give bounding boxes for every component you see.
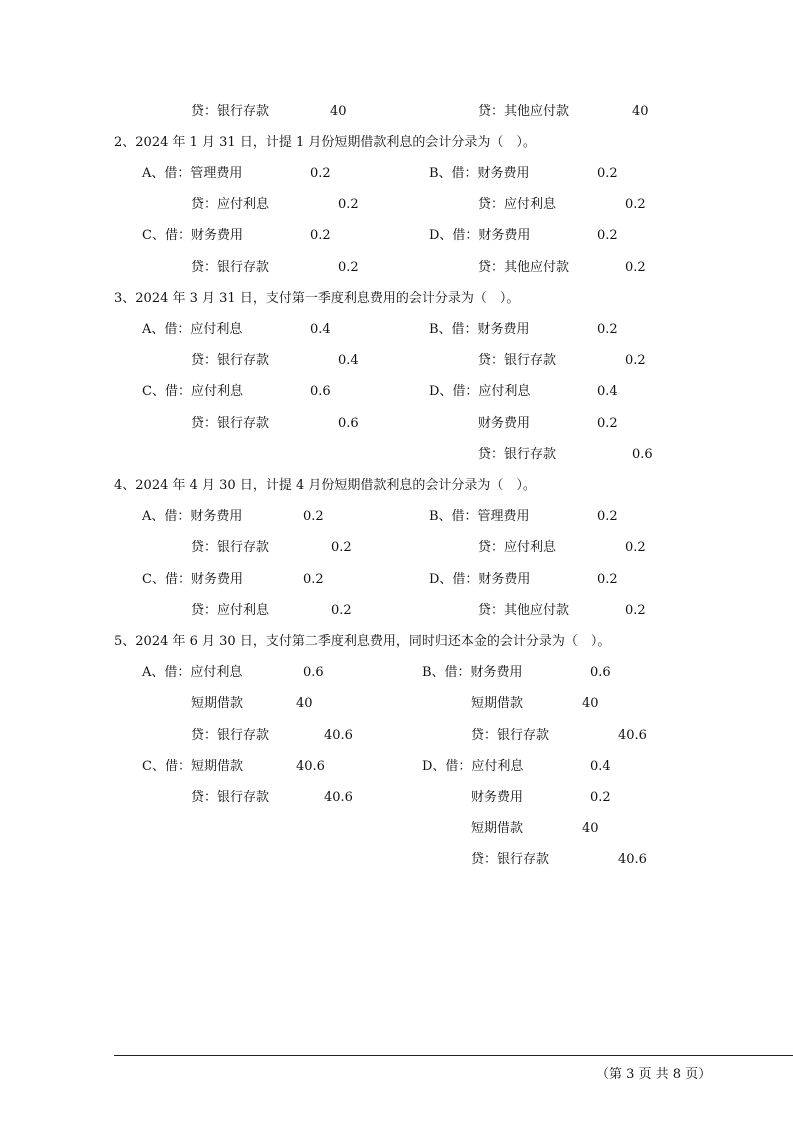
text-line: 0.2 [625,540,646,555]
text-line: D、借：应付利息 [422,759,524,774]
text-line: B、借：管理费用 [429,509,530,524]
text-line: 0.4 [338,353,359,368]
text-line: 贷：银行存款 [471,852,550,867]
text-line: 0.2 [310,228,331,243]
text-line: C、借：应付利息 [142,384,243,399]
text-line: 40.6 [324,790,353,805]
text-line: 40 [582,696,599,711]
text-line: 贷：银行存款 [191,416,270,431]
text-line: 贷：银行存款 [478,353,557,368]
text-line: 0.2 [597,166,618,181]
text-line: 贷：银行存款 [471,728,550,743]
text-line: 40.6 [618,728,647,743]
text-line: 40 [582,821,599,836]
text-line: D、借：财务费用 [429,572,531,587]
text-line: 贷：银行存款 [191,353,270,368]
text-line: 40 [330,104,347,119]
text-line: B、借：财务费用 [429,166,530,181]
text-line: 贷：其他应付款 [478,260,570,275]
text-line: 0.6 [590,665,611,680]
text-line: 0.2 [625,603,646,618]
text-line: 0.4 [597,384,618,399]
text-line: 0.4 [310,322,331,337]
text-line: 0.2 [331,540,352,555]
text-line: 40 [632,104,649,119]
text-line: 贷：应付利息 [478,197,557,212]
text-line: 贷：其他应付款 [478,603,570,618]
text-line: 0.6 [310,384,331,399]
text-line: 0.2 [303,572,324,587]
text-line: 财务费用 [471,790,524,805]
footer-divider [114,1055,793,1056]
page-number: （第 3 页 共 8 页） [596,1067,712,1082]
text-line: 0.2 [310,166,331,181]
text-line: 0.2 [331,603,352,618]
text-line: 0.2 [338,197,359,212]
text-line: 2、2024 年 1 月 31 日，计提 1 月份短期借款利息的会计分录为（ ）。 [114,135,536,150]
text-line: 贷：其他应付款 [478,104,570,119]
text-line: C、借：短期借款 [142,759,243,774]
text-line: 贷：应付利息 [191,197,270,212]
text-line: 贷：银行存款 [191,728,270,743]
text-line: 40 [296,696,313,711]
text-line: 4、2024 年 4 月 30 日，计提 4 月份短期借款利息的会计分录为（ ）。 [114,478,536,493]
text-line: 短期借款 [471,821,524,836]
text-line: 0.4 [590,759,611,774]
text-line: 40.6 [324,728,353,743]
text-line: A、借：应付利息 [142,322,243,337]
text-line: 贷：银行存款 [191,104,270,119]
text-line: D、借：应付利息 [429,384,531,399]
text-line: B、借：财务费用 [422,665,523,680]
text-line: C、借：财务费用 [142,572,243,587]
text-line: 贷：银行存款 [478,447,557,462]
text-line: 贷：银行存款 [191,790,270,805]
text-line: A、借：应付利息 [142,665,243,680]
text-line: 0.2 [597,228,618,243]
text-line: C、借：财务费用 [142,228,243,243]
text-line: 贷：银行存款 [191,260,270,275]
text-line: 0.2 [625,197,646,212]
text-line: 0.2 [597,509,618,524]
text-line: A、借：财务费用 [142,509,243,524]
text-line: 0.2 [625,353,646,368]
text-line: 0.2 [338,260,359,275]
text-line: 0.2 [625,260,646,275]
text-line: 0.2 [303,509,324,524]
text-line: B、借：财务费用 [429,322,530,337]
text-line: 3、2024 年 3 月 31 日，支付第一季度利息费用的会计分录为（ ）。 [114,291,520,306]
text-line: 财务费用 [478,416,531,431]
text-line: 40.6 [296,759,325,774]
text-line: 0.2 [597,322,618,337]
text-line: 贷：应付利息 [478,540,557,555]
text-line: 40.6 [618,852,647,867]
text-line: 短期借款 [191,696,244,711]
text-line: D、借：财务费用 [429,228,531,243]
text-line: 0.2 [590,790,611,805]
text-line: 贷：应付利息 [191,603,270,618]
text-line: 0.6 [632,447,653,462]
text-line: 0.6 [303,665,324,680]
text-line: A、借：管理费用 [142,166,243,181]
text-line: 贷：银行存款 [191,540,270,555]
text-line: 0.2 [597,416,618,431]
text-line: 0.2 [597,572,618,587]
text-line: 0.6 [338,416,359,431]
text-line: 5、2024 年 6 月 30 日，支付第二季度利息费用，同时归还本金的会计分录为（ ）。 [114,634,611,649]
text-line: 短期借款 [471,696,524,711]
